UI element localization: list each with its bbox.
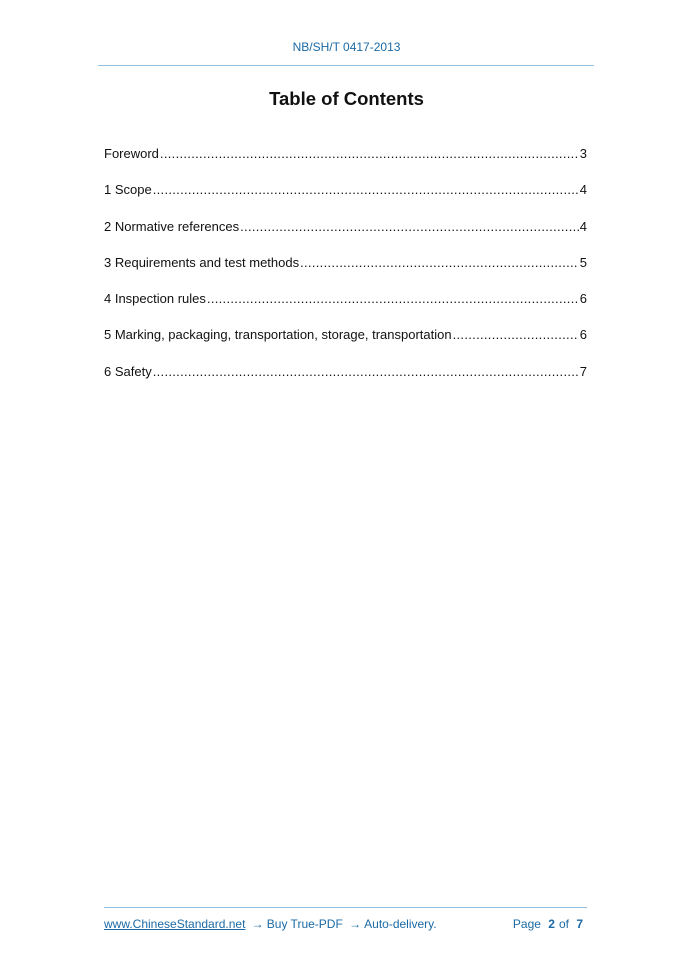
- page-footer: [104, 917, 587, 933]
- footer-promo: [104, 917, 437, 931]
- page-label: Page: [512, 917, 541, 931]
- toc-dot-leader: [207, 291, 579, 307]
- buy-text: Buy True-PDF: [266, 917, 343, 931]
- toc-entry-label: 6 Safety: [104, 363, 152, 379]
- toc-dot-leader: [240, 219, 579, 235]
- toc-dot-leader: [453, 327, 579, 343]
- website-link[interactable]: www.ChineseStandard.net: [104, 917, 246, 931]
- toc-entry-label: Foreword: [104, 146, 159, 161]
- toc-page-number: 6: [579, 291, 587, 307]
- table-of-contents: [104, 146, 587, 400]
- toc-page-number: 6: [579, 327, 587, 343]
- toc-dot-leader: [153, 364, 579, 380]
- current-page-number: 2: [548, 917, 555, 931]
- total-pages-number: 7: [576, 917, 583, 931]
- toc-entry-label: 2 Normative references: [104, 218, 240, 234]
- right-arrow-icon: →: [349, 917, 362, 931]
- toc-dot-leader: [300, 255, 579, 271]
- toc-entry-marking[interactable]: [104, 327, 587, 363]
- running-header: NB/SH/T 0417-2013: [292, 40, 401, 54]
- toc-entry-scope[interactable]: [104, 182, 587, 218]
- toc-dot-leader: [160, 146, 579, 162]
- toc-page-number: 7: [579, 363, 587, 379]
- toc-entry-label: 5 Marking, packaging, transportation, storage, transportation: [104, 327, 452, 343]
- toc-entry-normative-references[interactable]: [104, 219, 587, 255]
- toc-page-number: 5: [579, 254, 587, 270]
- toc-entry-foreword[interactable]: [104, 146, 587, 182]
- toc-page-number: 3: [579, 146, 587, 161]
- toc-page-number: 4: [579, 182, 587, 198]
- toc-entry-safety[interactable]: [104, 364, 587, 400]
- page-indicator: [513, 917, 587, 931]
- toc-page-number: 4: [579, 218, 587, 234]
- toc-entry-label: 3 Requirements and test methods: [104, 254, 300, 270]
- delivery-text: Auto-delivery.: [364, 917, 437, 931]
- footer-divider: [104, 907, 587, 908]
- toc-entry-requirements[interactable]: [104, 255, 587, 291]
- toc-dot-leader: [153, 182, 579, 198]
- of-label: of: [558, 917, 569, 931]
- toc-entry-label: 4 Inspection rules: [104, 291, 206, 307]
- right-arrow-icon: →: [251, 917, 264, 931]
- header-divider: [98, 65, 594, 66]
- toc-entry-label: 1 Scope: [104, 182, 152, 198]
- toc-entry-inspection-rules[interactable]: [104, 291, 587, 327]
- page-title: Table of Contents: [269, 88, 424, 109]
